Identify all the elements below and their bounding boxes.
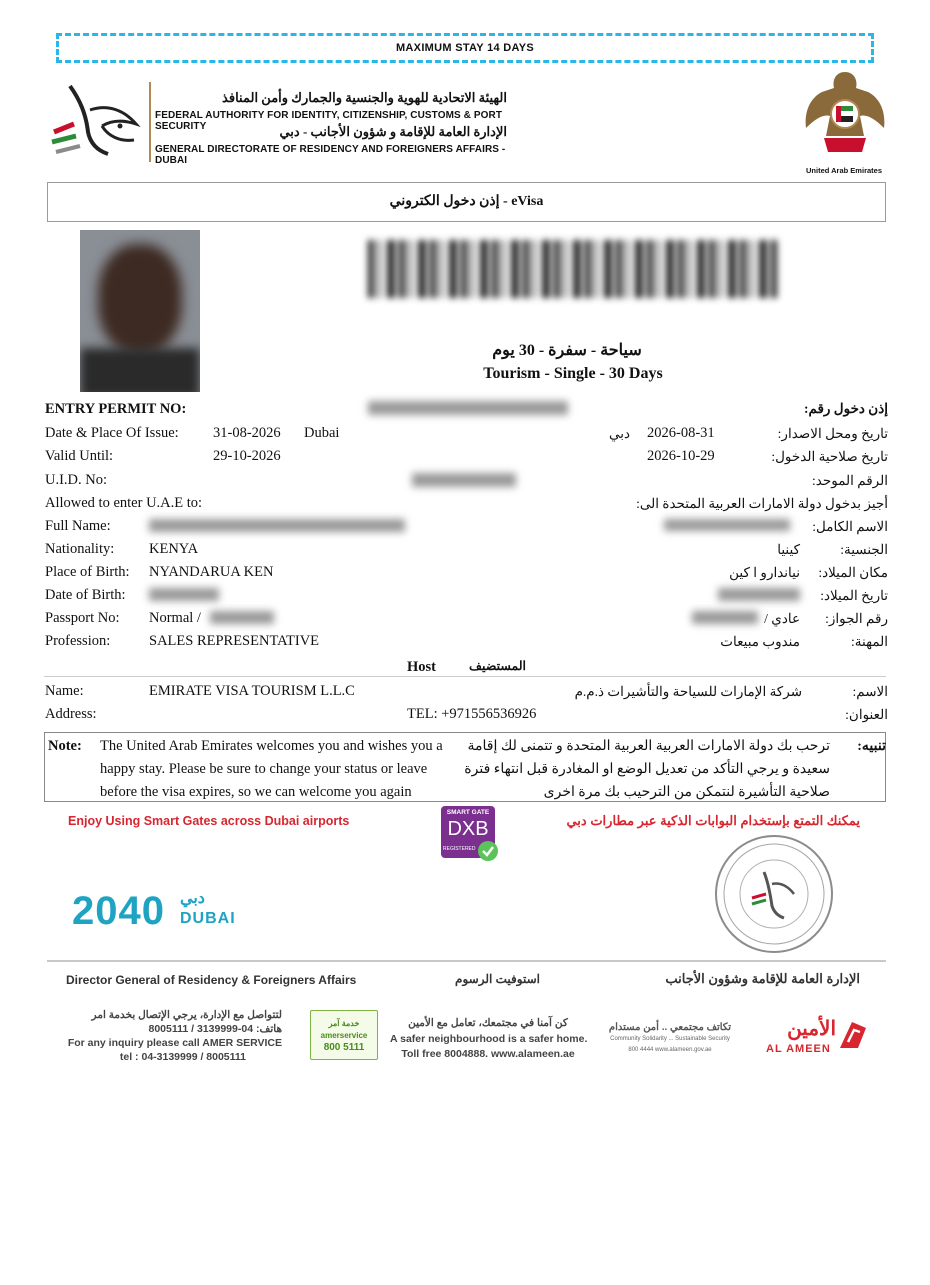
entry-permit-number (368, 401, 568, 415)
alameen-en: AL AMEEN (766, 1043, 831, 1055)
issue-place: Dubai (304, 425, 340, 441)
date-of-birth-value-ar (718, 588, 800, 601)
entry-permit-label-ar: إذن دخول رقم: (803, 401, 888, 416)
valid-until-date: 29-10-2026 (213, 448, 281, 464)
note-ar-line-1: ترحب بك دولة الامارات العربية العربية المتحدة و تتمنى لك إقامة (467, 739, 830, 754)
barcode (368, 240, 778, 298)
dubai-logo-ar: دبي (180, 890, 205, 907)
issue-label: Date & Place Of Issue: (45, 425, 179, 441)
valid-until-date-ar: 2026-10-29 (647, 448, 715, 464)
entry-permit-label: ENTRY PERMIT NO: (45, 401, 187, 417)
safer-toll: Toll free 8004888. www.alameen.ae (401, 1048, 575, 1060)
nationality-label-ar: الجنسية: (840, 542, 888, 557)
place-of-birth-value: NYANDARUA KEN (149, 564, 274, 580)
uae-emblem-icon (800, 66, 890, 164)
note-line-1: The United Arab Emirates welcomes you and wishes you a (100, 738, 443, 754)
footer-divider (47, 960, 886, 962)
note-ar-line-2: سعيدة و يرجي التأكد من تعديل الوضع او المغادرة قبل انتهاء فترة (464, 762, 830, 777)
check-icon (477, 840, 499, 862)
evisa-title: إذن دخول الكتروني - eVisa (47, 182, 886, 222)
issue-date-ar: 2026-08-31 (647, 425, 715, 441)
smartgate-badge-main: DXB (447, 818, 489, 840)
full-name-label-ar: الاسم الكامل: (812, 519, 888, 534)
authority-name-ar: الهيئة الاتحادية للهوية والجنسية والجمارك وأمن المنافذ (222, 90, 507, 105)
official-stamp-icon (712, 832, 836, 956)
directorate-name-ar: الإدارة العامة للإقامة و شؤون الأجانب - دبي (279, 124, 507, 139)
header-divider (149, 82, 151, 162)
note-label-ar: تنبيه: (857, 739, 886, 754)
note-line-3: before the visa expires, so we can welcome you again (100, 784, 412, 800)
smartgate-badge-top: SMART GATE (446, 809, 490, 816)
passport-label-ar: رقم الجواز: (825, 611, 888, 626)
passport-type: Normal / (149, 610, 201, 626)
place-of-birth-value-ar: نياندارو ا كين (729, 565, 800, 580)
uid-label-ar: الرقم الموحد: (812, 473, 888, 488)
profession-label-ar: المهنة: (851, 634, 888, 649)
host-name-value-ar: شركة الإمارات للسياحة والتأشيرات ذ.م.م (574, 684, 802, 699)
uid-label: U.I.D. No: (45, 472, 108, 488)
note-ar-line-3: صلاحية التأشيرة لنتمكن من الترحيب بك مرة اخرى (543, 785, 830, 800)
host-name-label: Name: (45, 683, 84, 699)
valid-until-label: Valid Until: (45, 448, 114, 464)
footer-directorate-ar: الإدارة العامة للإقامة وشؤون الأجانب (665, 971, 860, 986)
fees-paid-ar: استوفيت الرسوم (455, 972, 540, 986)
safer-ar: كن آمنا في مجتمعك، تعامل مع الأمين (408, 1017, 568, 1029)
allowed-label: Allowed to enter U.A.E to: (45, 495, 203, 511)
full-name-label: Full Name: (45, 518, 111, 534)
falcon-logo-icon (50, 80, 142, 162)
issue-place-ar: دبي (608, 426, 630, 441)
profession-value: SALES REPRESENTATIVE (149, 633, 320, 649)
uid-number (412, 473, 516, 487)
contact-tel: tel : 04-3139999 / 8005111 (119, 1051, 246, 1063)
alameen-ar: الأمين (787, 1018, 836, 1040)
director-general-text: Director General of Residency & Foreigners Affairs (66, 973, 357, 987)
profession-value-ar: مندوب مبيعات (720, 634, 800, 649)
directorate-name-en: GENERAL DIRECTORATE OF RESIDENCY AND FOREIGNERS AFFAIRS - DUBAI (155, 144, 506, 166)
safer-en: A safer neighbourhood is a safer home. (390, 1033, 588, 1045)
date-of-birth-label: Date of Birth: (45, 587, 126, 603)
host-name-label-ar: الاسم: (852, 684, 888, 699)
contact-en: For any inquiry please call AMER SERVICE (67, 1037, 282, 1049)
community-en: Community Solidarity ... Sustainable Security (610, 1036, 730, 1042)
amer-number: 800 5111 (323, 1042, 365, 1053)
host-address-label: Address: (45, 706, 97, 722)
host-address-label-ar: العنوان: (845, 707, 888, 722)
nationality-value: KENYA (149, 541, 199, 557)
amer-brand: amerservice (320, 1031, 368, 1040)
emblem-caption: United Arab Emirates (806, 166, 882, 175)
host-tel: TEL: +971556536926 (407, 706, 537, 722)
visa-type-en: Tourism - Single - 30 Days (483, 365, 663, 382)
nationality-value-ar: كينيا (777, 542, 800, 557)
community-ar: تكاتف مجتمعي .. أمن مستدام (608, 1022, 732, 1033)
host-divider (44, 676, 886, 677)
nationality-label: Nationality: (45, 541, 115, 557)
contact-ar: لتتواصل مع الإدارة، يرجي الإتصال بخدمة امر (91, 1009, 282, 1021)
alameen-logo-icon (836, 1018, 870, 1052)
authority-name-en: FEDERAL AUTHORITY FOR IDENTITY, CITIZENSHIP, CUSTOMS & PORT SECURITY (155, 110, 503, 132)
dubai-logo-en: DUBAI (180, 910, 236, 927)
smartgate-text-ar: يمكنك التمتع بإستخدام البوابات الذكية عبر مطارات دبي (566, 813, 860, 828)
valid-until-label-ar: تاريخ صلاحية الدخول: (771, 449, 888, 464)
dubai-2040-number: 2040 (72, 889, 165, 933)
passport-label: Passport No: (45, 610, 120, 626)
amer-service-logo (310, 1010, 378, 1060)
note-label: Note: (48, 738, 82, 754)
issue-label-ar: تاريخ ومحل الاصدار: (777, 426, 888, 441)
max-stay-banner: MAXIMUM STAY 14 DAYS (56, 33, 874, 63)
allowed-label-ar: أجيز بدخول دولة الامارات العربية المتحدة الى: (636, 496, 888, 511)
visa-type-ar: سياحة - سفرة - 30 يوم (492, 342, 642, 359)
host-title-ar: المستضيف (469, 659, 526, 673)
issue-date: 31-08-2026 (213, 425, 281, 441)
contact-ar-phone: هاتف: 04-3139999 / 8005111 (148, 1023, 282, 1035)
place-of-birth-label: Place of Birth: (45, 564, 130, 580)
smartgate-badge-bottom: REGISTERED (443, 846, 476, 852)
profession-label: Profession: (45, 633, 111, 649)
note-line-2: happy stay. Please be sure to change your status or leave (100, 761, 428, 777)
amer-brand-ar: خدمة آمر (328, 1019, 360, 1028)
passport-type-ar: عادي / (764, 611, 800, 626)
smartgate-text-en: Enjoy Using Smart Gates across Dubai airports (68, 814, 350, 828)
date-of-birth-value (149, 588, 219, 601)
passport-number (210, 611, 274, 624)
date-of-birth-label-ar: تاريخ الميلاد: (820, 588, 888, 603)
place-of-birth-label-ar: مكان الميلاد: (818, 565, 888, 580)
community-contact: 800 4444 www.alameen.gov.ae (628, 1047, 712, 1053)
applicant-photo (80, 230, 200, 392)
host-name-value: EMIRATE VISA TOURISM L.L.C (149, 683, 355, 699)
host-title: Host (407, 659, 436, 675)
full-name-value (149, 519, 405, 532)
